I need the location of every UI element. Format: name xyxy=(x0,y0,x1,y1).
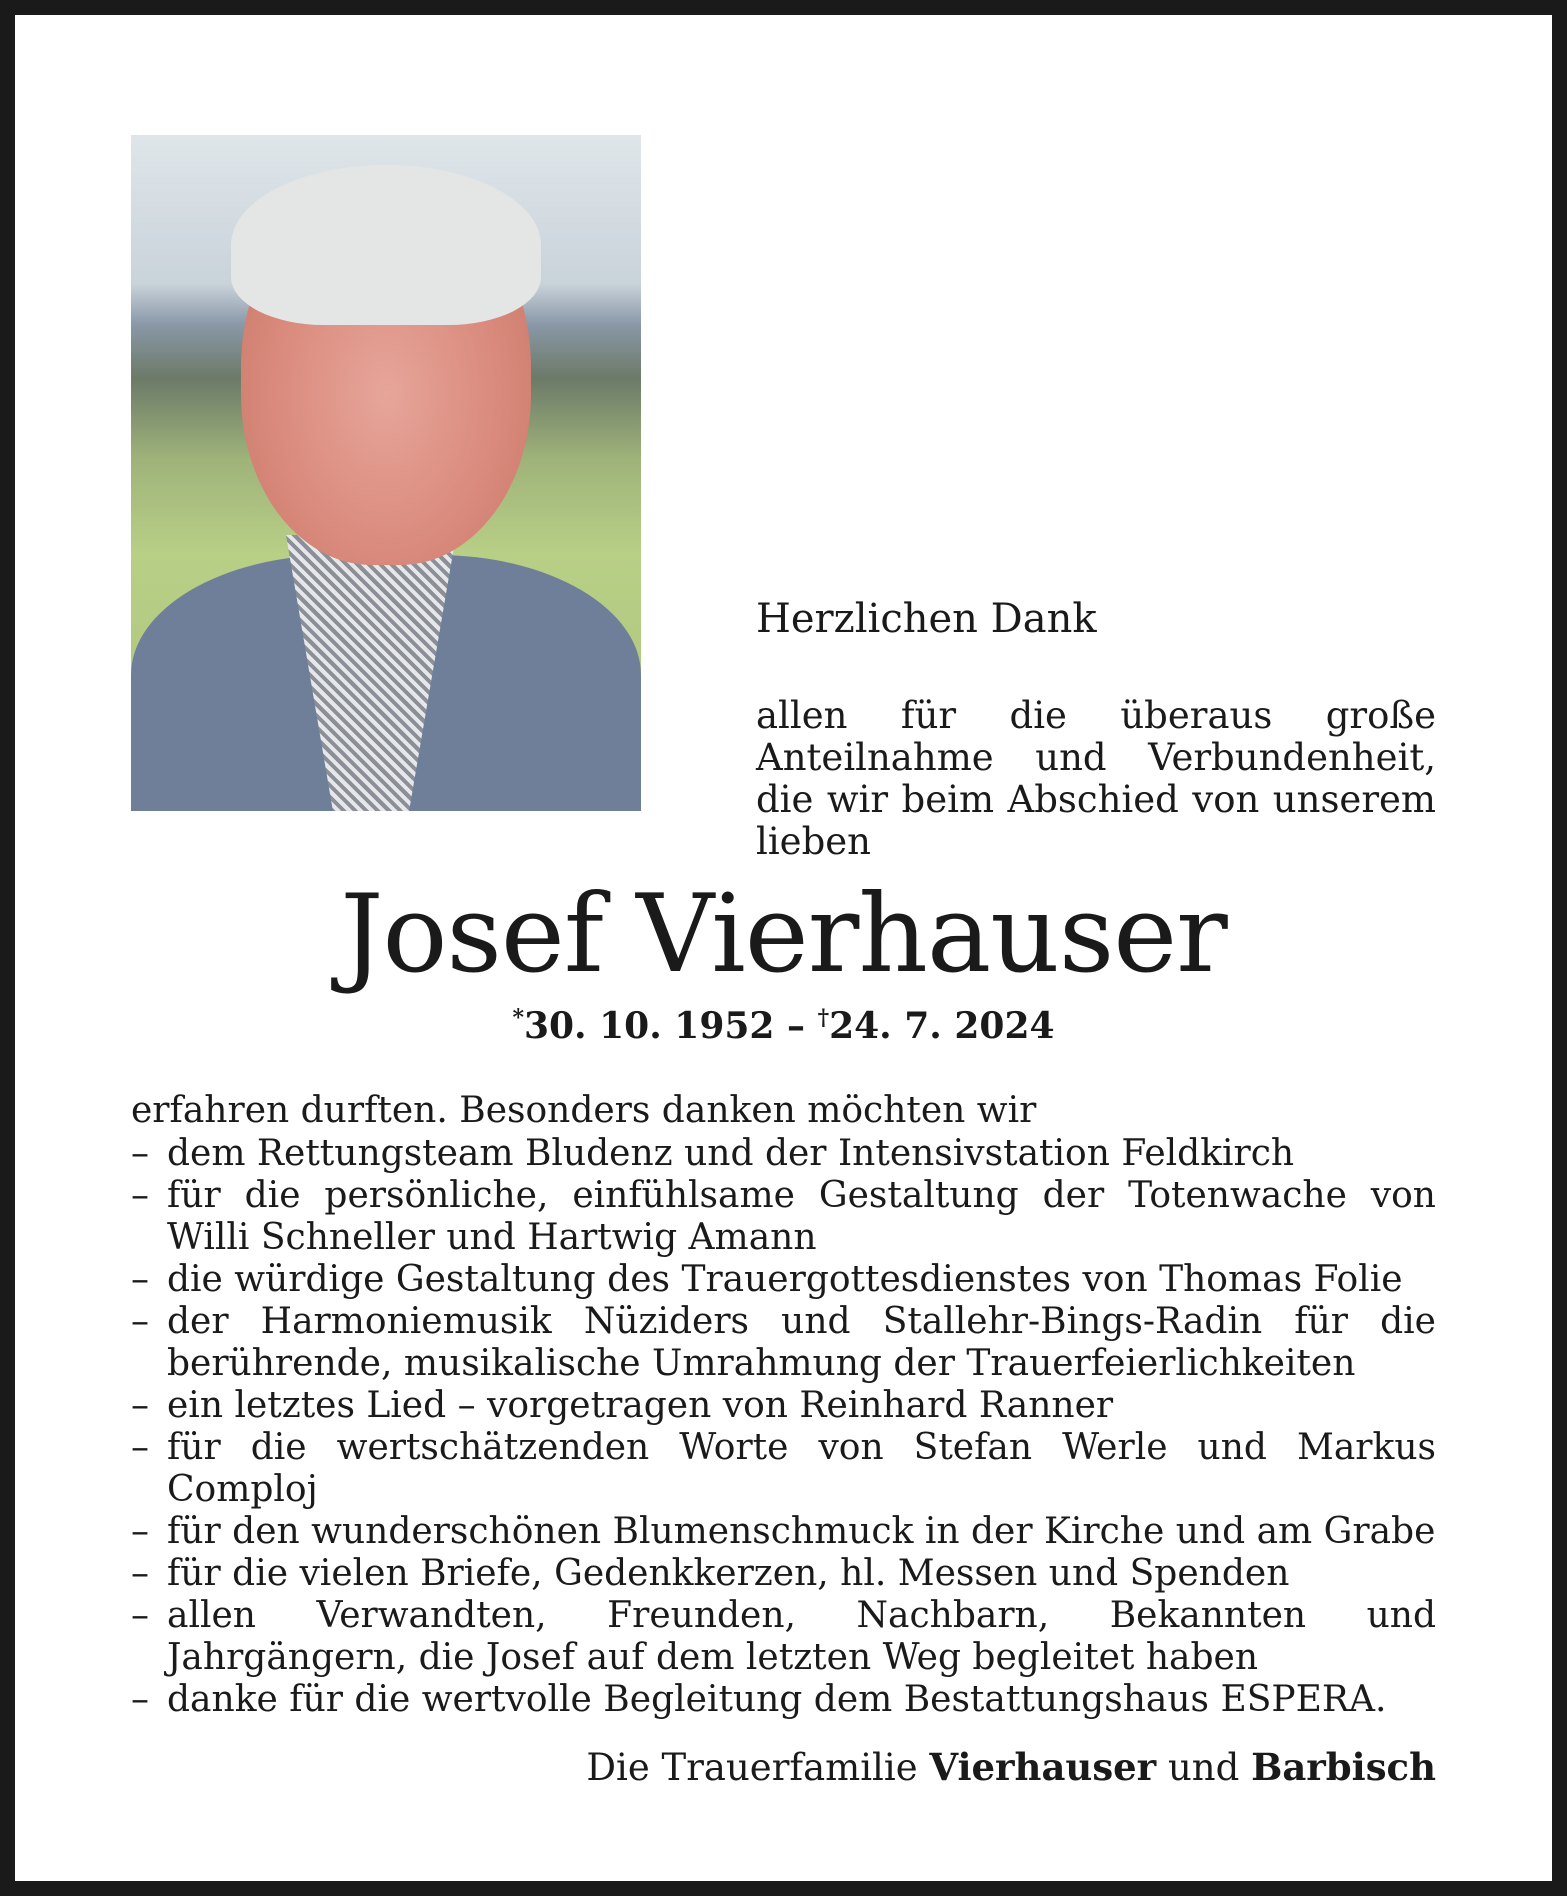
list-item: – für die persönliche, einfühlsame Gestaltung der Totenwache von Willi Schneller und Hartwig Amann xyxy=(131,1175,1436,1258)
lead-text: erfahren durften. Besonders danken möchten wir xyxy=(131,1090,1037,1131)
list-item: – der Harmoniemusik Nüziders und Stallehr-Bings-Radin für die berührende, musikalische Umrahmung der Trauerfeierlichkeiten xyxy=(131,1301,1436,1384)
intro-text: allen für die überaus große Anteilnahme und Verbundenheit, die wir beim Abschied von unserem lieben xyxy=(756,694,1436,863)
list-item: – danke für die wertvolle Begleitung dem Bestattungshaus ESPERA. xyxy=(131,1679,1387,1720)
portrait-photo xyxy=(131,135,641,811)
thanks-list xyxy=(131,1133,1436,1721)
deceased-name: Josef Vierhauser xyxy=(340,872,1227,997)
heading: Herzlichen Dank xyxy=(756,596,1097,642)
signature: Die Trauerfamilie Vierhauser und Barbisch xyxy=(586,1745,1436,1789)
obituary-page xyxy=(15,15,1552,1881)
thanks-body xyxy=(131,1090,1436,1721)
list-item: – für den wunderschönen Blumenschmuck in der Kirche und am Grabe xyxy=(131,1511,1436,1552)
list-item: – die würdige Gestaltung des Trauergottesdienstes von Thomas Folie xyxy=(131,1259,1403,1300)
list-item: – für die vielen Briefe, Gedenkkerzen, hl. Messen und Spenden xyxy=(131,1553,1290,1594)
list-item: – ein letztes Lied – vorgetragen von Reinhard Ranner xyxy=(131,1385,1114,1426)
life-dates: *30. 10. 1952 – †24. 7. 2024 xyxy=(512,1005,1055,1047)
list-item: – für die wertschätzenden Worte von Stefan Werle und Markus Comploj xyxy=(131,1427,1436,1510)
list-item: – dem Rettungsteam Bludenz und der Intensivstation Feldkirch xyxy=(131,1133,1295,1174)
list-item: – allen Verwandten, Freunden, Nachbarn, Bekannten und Jahrgängern, die Josef auf dem letzten Weg begleitet haben xyxy=(131,1595,1436,1678)
